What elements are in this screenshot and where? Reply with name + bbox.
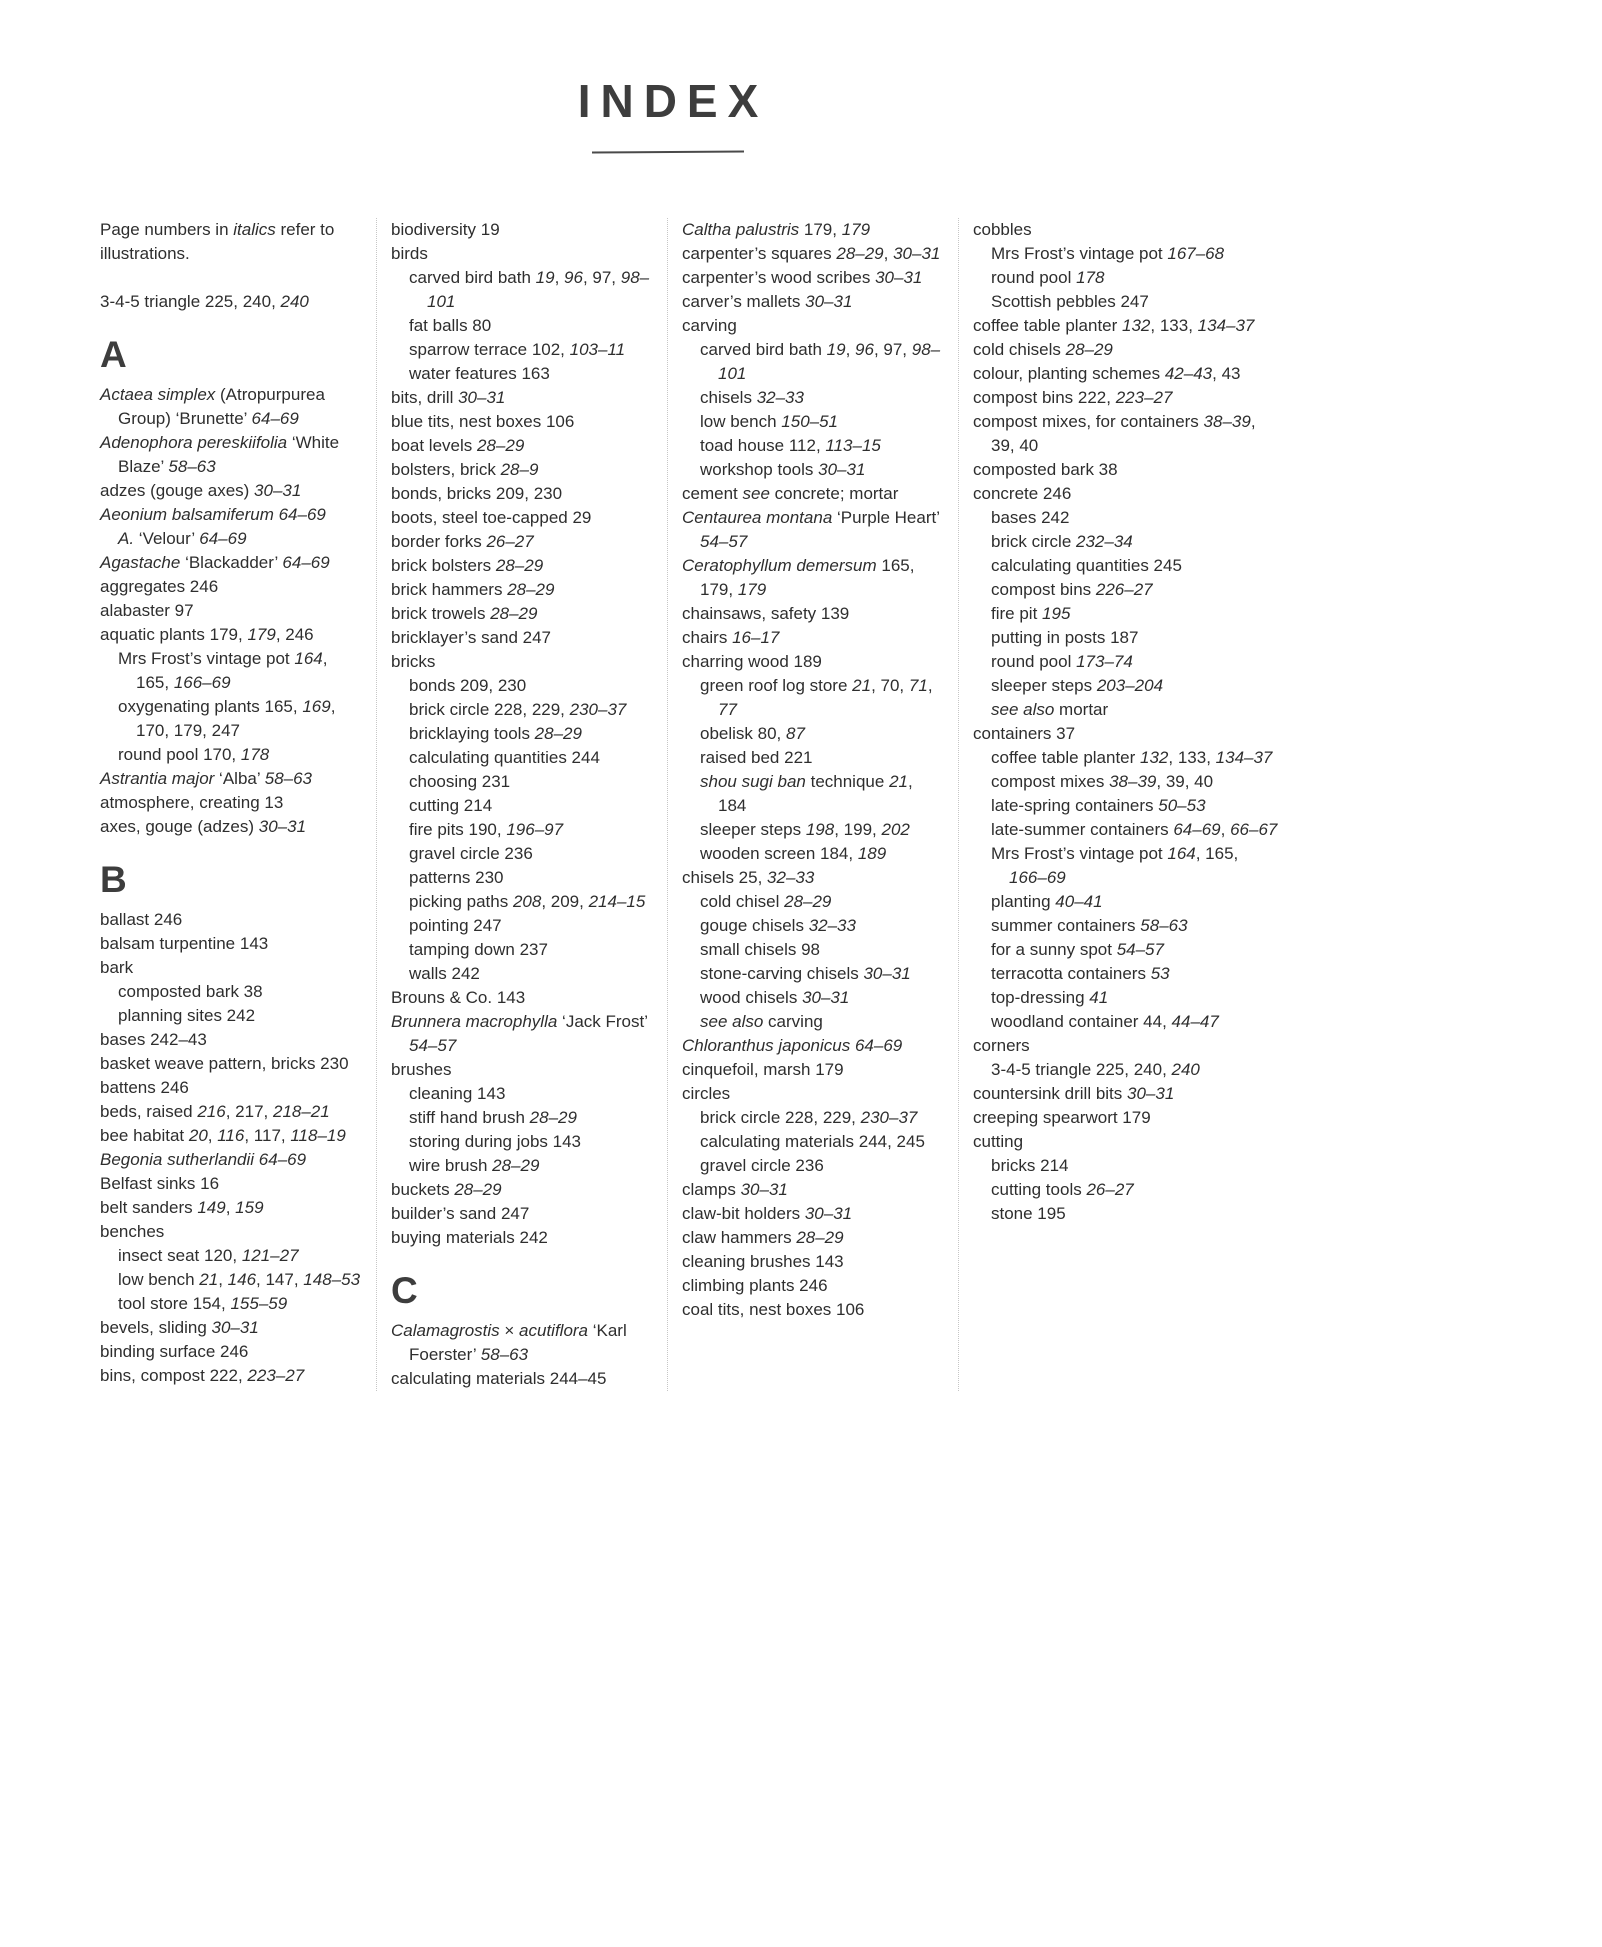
index-entry: brick circle 228, 229, 230–37	[700, 1108, 918, 1127]
index-entry: bricklaying tools 28–29	[409, 724, 582, 743]
index-entry: cutting	[973, 1132, 1024, 1151]
index-entry: brick circle 232–34	[991, 532, 1133, 551]
index-entry: clamps 30–31	[682, 1180, 788, 1199]
index-entry: bases 242	[991, 508, 1070, 527]
index-entry: bonds 209, 230	[409, 676, 527, 695]
index-entry: Chloranthus japonicus 64–69	[682, 1036, 903, 1055]
index-entry: ballast 246	[100, 910, 183, 929]
index-entry: Brunnera macrophylla ‘Jack Frost’ 54–57	[391, 1012, 648, 1055]
index-entry: woodland container 44, 44–47	[991, 1012, 1219, 1031]
index-entry: wire brush 28–29	[409, 1156, 540, 1175]
index-entry: coffee table planter 132, 133, 134–37	[991, 748, 1273, 767]
index-entry: oxygenating plants 165, 169, 170, 179, 247	[118, 697, 336, 740]
index-entry: late-spring containers 50–53	[991, 796, 1206, 815]
index-entry: carving	[682, 316, 737, 335]
index-note: Page numbers in italics refer to illustrations.	[100, 220, 335, 263]
index-entry: aquatic plants 179, 179, 246	[100, 625, 314, 644]
index-entry: countersink drill bits 30–31	[973, 1084, 1175, 1103]
index-entry: calculating materials 244, 245	[700, 1132, 925, 1151]
index-column-4	[973, 218, 1279, 1391]
index-entry: Centaurea montana ‘Purple Heart’ 54–57	[682, 508, 940, 551]
index-entry: benches	[100, 1222, 165, 1241]
index-entry: buckets 28–29	[391, 1180, 502, 1199]
index-entry: patterns 230	[409, 868, 504, 887]
index-entry: storing during jobs 143	[409, 1132, 582, 1151]
index-entry: buying materials 242	[391, 1228, 548, 1247]
index-entry: cleaning 143	[409, 1084, 506, 1103]
spacer	[100, 266, 362, 290]
index-entry: cobbles	[973, 220, 1032, 239]
index-entry: birds	[391, 244, 428, 263]
index-entry: battens 246	[100, 1078, 189, 1097]
column-divider	[958, 218, 959, 1391]
index-entry: containers 37	[973, 724, 1076, 743]
index-entry: boots, steel toe-capped 29	[391, 508, 592, 527]
section-heading-B: B	[100, 859, 127, 900]
index-entry: concrete 246	[973, 484, 1072, 503]
index-entry: Brouns & Co. 143	[391, 988, 526, 1007]
column-divider	[376, 218, 377, 1391]
index-entry: balsam turpentine 143	[100, 934, 269, 953]
index-entry: A. ‘Velour’ 64–69	[118, 529, 247, 548]
index-entry: gravel circle 236	[700, 1156, 824, 1175]
index-entry: brushes	[391, 1060, 452, 1079]
index-entry: Mrs Frost’s vintage pot 164, 165, 166–69	[991, 844, 1239, 887]
index-entry: green roof log store 21, 70, 71, 77	[700, 676, 933, 719]
index-entry: late-summer containers 64–69, 66–67	[991, 820, 1278, 839]
index-entry: composted bark 38	[118, 982, 263, 1001]
index-entry: charring wood 189	[682, 652, 822, 671]
index-entry: planting 40–41	[991, 892, 1103, 911]
index-entry: Actaea simplex (Atropurpurea Group) ‘Brunette’ 64–69	[100, 385, 325, 428]
index-entry: toad house 112, 113–15	[700, 436, 881, 455]
index-entry: border forks 26–27	[391, 532, 534, 551]
index-entry: wooden screen 184, 189	[700, 844, 887, 863]
column-divider	[667, 218, 668, 1391]
index-entry: carved bird bath 19, 96, 97, 98–101	[700, 340, 941, 383]
index-entry: Caltha palustris 179, 179	[682, 220, 871, 239]
index-entry: carpenter’s wood scribes 30–31	[682, 268, 923, 287]
index-entry: compost mixes 38–39, 39, 40	[991, 772, 1214, 791]
index-entry: stone 195	[991, 1204, 1066, 1223]
index-entry: coal tits, nest boxes 106	[682, 1300, 865, 1319]
index-entry: chisels 32–33	[700, 388, 804, 407]
index-entry: blue tits, nest boxes 106	[391, 412, 575, 431]
index-entry: carpenter’s squares 28–29, 30–31	[682, 244, 941, 263]
index-entry: top-dressing 41	[991, 988, 1109, 1007]
index-entry: bonds, bricks 209, 230	[391, 484, 563, 503]
index-entry: fire pit 195	[991, 604, 1071, 623]
index-entry: creeping spearwort 179	[973, 1108, 1151, 1127]
index-entry: bricks	[391, 652, 436, 671]
index-entry: low bench 21, 146, 147, 148–53	[118, 1270, 361, 1289]
index-entry: bark	[100, 958, 134, 977]
index-entry: builder’s sand 247	[391, 1204, 530, 1223]
index-entry: fat balls 80	[409, 316, 492, 335]
index-entry: walls 242	[409, 964, 480, 983]
index-entry: compost bins 226–27	[991, 580, 1153, 599]
index-entry: adzes (gouge axes) 30–31	[100, 481, 302, 500]
index-entry: see also carving	[700, 1012, 823, 1031]
index-entry: cold chisel 28–29	[700, 892, 832, 911]
index-entry: Begonia sutherlandii 64–69	[100, 1150, 307, 1169]
index-column-3	[682, 218, 944, 1391]
index-entry: 3-4-5 triangle 225, 240, 240	[100, 292, 309, 311]
index-entry: circles	[682, 1084, 731, 1103]
index-entry: small chisels 98	[700, 940, 820, 959]
index-entry: round pool 173–74	[991, 652, 1133, 671]
index-entry: bricklayer’s sand 247	[391, 628, 552, 647]
index-entry: calculating quantities 244	[409, 748, 600, 767]
index-entry: chairs 16–17	[682, 628, 780, 647]
index-entry: pointing 247	[409, 916, 502, 935]
index-entry: insect seat 120, 121–27	[118, 1246, 299, 1265]
index-entry: Mrs Frost’s vintage pot 167–68	[991, 244, 1225, 263]
index-entry: for a sunny spot 54–57	[991, 940, 1164, 959]
index-entry: cleaning brushes 143	[682, 1252, 844, 1271]
index-entry: atmosphere, creating 13	[100, 793, 284, 812]
index-entry: obelisk 80, 87	[700, 724, 805, 743]
title-rule	[592, 150, 744, 153]
index-entry: gouge chisels 32–33	[700, 916, 856, 935]
index-entry: axes, gouge (adzes) 30–31	[100, 817, 307, 836]
index-entry: Astrantia major ‘Alba’ 58–63	[100, 769, 313, 788]
index-entry: putting in posts 187	[991, 628, 1139, 647]
index-entry: Agastache ‘Blackadder’ 64–69	[100, 553, 330, 572]
index-entry: claw-bit holders 30–31	[682, 1204, 853, 1223]
index-entry: bases 242–43	[100, 1030, 207, 1049]
index-entry: Aeonium balsamiferum 64–69	[100, 505, 326, 524]
index-entry: sleeper steps 198, 199, 202	[700, 820, 910, 839]
index-entry: cutting tools 26–27	[991, 1180, 1134, 1199]
index-entry: bricks 214	[991, 1156, 1069, 1175]
index-entry: planning sites 242	[118, 1006, 256, 1025]
index-entry: fire pits 190, 196–97	[409, 820, 564, 839]
index-entry: basket weave pattern, bricks 230	[100, 1054, 349, 1073]
index-entry: tool store 154, 155–59	[118, 1294, 288, 1313]
index-entry: carved bird bath 19, 96, 97, 98–101	[409, 268, 650, 311]
index-entry: shou sugi ban technique 21, 184	[700, 772, 913, 815]
index-entry: calculating quantities 245	[991, 556, 1182, 575]
index-entry: workshop tools 30–31	[700, 460, 866, 479]
index-entry: cinquefoil, marsh 179	[682, 1060, 844, 1079]
index-entry: chisels 25, 32–33	[682, 868, 815, 887]
section-heading-C: C	[391, 1270, 418, 1311]
index-entry: tamping down 237	[409, 940, 548, 959]
index-columns	[100, 218, 1279, 1391]
index-entry: wood chisels 30–31	[700, 988, 850, 1007]
index-entry: sparrow terrace 102, 103–11	[409, 340, 626, 359]
index-entry: terracotta containers 53	[991, 964, 1170, 983]
index-entry: binding surface 246	[100, 1342, 249, 1361]
index-entry: Belfast sinks 16	[100, 1174, 220, 1193]
index-entry: Mrs Frost’s vintage pot 164, 165, 166–69	[118, 649, 328, 692]
index-entry: alabaster 97	[100, 601, 194, 620]
index-entry: claw hammers 28–29	[682, 1228, 844, 1247]
index-entry: sleeper steps 203–204	[991, 676, 1164, 695]
index-entry: bevels, sliding 30–31	[100, 1318, 259, 1337]
index-entry: boat levels 28–29	[391, 436, 525, 455]
page-title: INDEX	[577, 75, 769, 127]
index-entry: choosing 231	[409, 772, 511, 791]
index-entry: cement see concrete; mortar	[682, 484, 899, 503]
index-entry: picking paths 208, 209, 214–15	[409, 892, 646, 911]
index-entry: Scottish pebbles 247	[991, 292, 1149, 311]
index-entry: brick hammers 28–29	[391, 580, 555, 599]
index-entry: climbing plants 246	[682, 1276, 828, 1295]
index-entry: biodiversity 19	[391, 220, 500, 239]
index-entry: bolsters, brick 28–9	[391, 460, 539, 479]
index-entry: Adenophora pereskiifolia ‘White Blaze’ 58–63	[100, 433, 340, 476]
index-entry: stone-carving chisels 30–31	[700, 964, 911, 983]
index-entry: calculating materials 244–45	[391, 1369, 607, 1388]
index-entry: cold chisels 28–29	[973, 340, 1113, 359]
index-entry: bins, compost 222, 223–27	[100, 1366, 305, 1385]
index-entry: composted bark 38	[973, 460, 1118, 479]
index-entry: Ceratophyllum demersum 165, 179, 179	[682, 556, 915, 599]
index-entry: bits, drill 30–31	[391, 388, 506, 407]
index-entry: belt sanders 149, 159	[100, 1198, 264, 1217]
index-entry: low bench 150–51	[700, 412, 839, 431]
index-entry: carver’s mallets 30–31	[682, 292, 853, 311]
index-entry: corners	[973, 1036, 1030, 1055]
index-column-1	[100, 218, 362, 1391]
index-entry: brick circle 228, 229, 230–37	[409, 700, 627, 719]
index-entry: gravel circle 236	[409, 844, 533, 863]
index-entry: cutting 214	[409, 796, 493, 815]
index-entry: bee habitat 20, 116, 117, 118–19	[100, 1126, 346, 1145]
index-entry: brick trowels 28–29	[391, 604, 538, 623]
index-entry: colour, planting schemes 42–43, 43	[973, 364, 1241, 383]
index-entry: compost bins 222, 223–27	[973, 388, 1173, 407]
index-entry: aggregates 246	[100, 577, 219, 596]
index-entry: summer containers 58–63	[991, 916, 1188, 935]
index-entry: water features 163	[409, 364, 550, 383]
index-entry: stiff hand brush 28–29	[409, 1108, 577, 1127]
index-entry: coffee table planter 132, 133, 134–37	[973, 316, 1255, 335]
index-entry: see also mortar	[991, 700, 1109, 719]
index-column-2	[391, 218, 653, 1391]
index-entry: beds, raised 216, 217, 218–21	[100, 1102, 330, 1121]
index-entry: brick bolsters 28–29	[391, 556, 544, 575]
index-entry: compost mixes, for containers 38–39, 39, 40	[973, 412, 1256, 455]
index-entry: round pool 178	[991, 268, 1105, 287]
index-entry: raised bed 221	[700, 748, 813, 767]
index-entry: Calamagrostis × acutiflora ‘Karl Foerster’ 58–63	[391, 1321, 627, 1364]
section-heading-A: A	[100, 334, 127, 375]
index-entry: 3-4-5 triangle 225, 240, 240	[991, 1060, 1200, 1079]
index-entry: round pool 170, 178	[118, 745, 270, 764]
index-entry: chainsaws, safety 139	[682, 604, 850, 623]
